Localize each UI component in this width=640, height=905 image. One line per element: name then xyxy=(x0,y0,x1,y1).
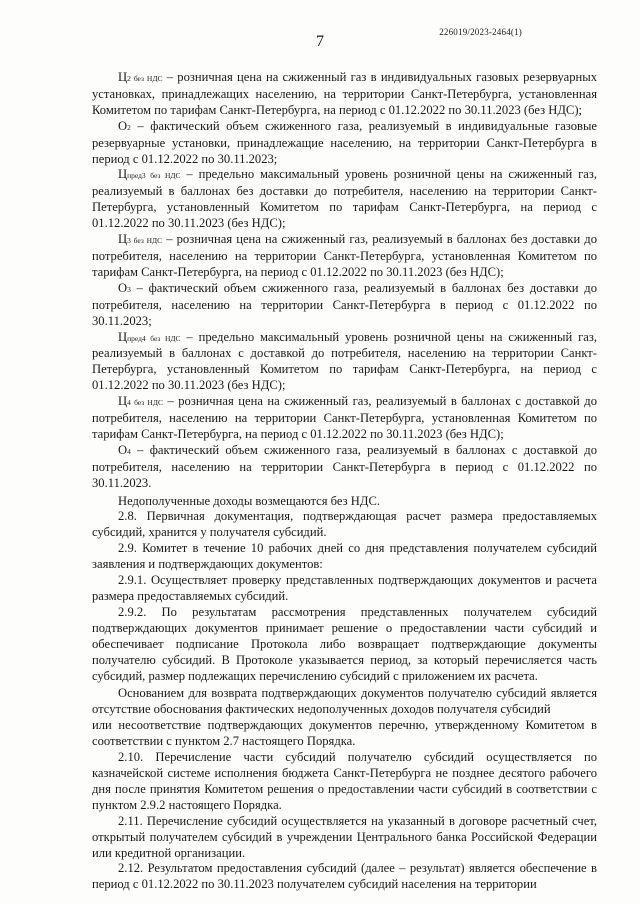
symbol-subscript: 4 xyxy=(127,446,131,456)
return-grounds: Основанием для возврата подтверждающих документов получателю субсидий является отсутствие обоснования фактических недополученных доходов получателя субсидий xyxy=(92,686,597,717)
definition-text: – розничная цена на сжиженный газ, реализуемый в баллонах без доставки до потребителя, населению на территории Санкт-Петербурга, установленная Комитетом по тарифам Санкт-Петербурга, на период с 01.12.2022 по 30.11.2023 (без НДС); xyxy=(92,232,597,279)
symbol-subscript: 3 без НДС xyxy=(127,236,163,246)
symbol: О xyxy=(118,118,128,133)
definition-paragraph xyxy=(92,281,597,330)
definition-paragraph xyxy=(92,167,597,232)
symbol: Ц xyxy=(118,394,128,409)
symbol: О xyxy=(118,442,128,457)
definition-text: – предельно максимальный уровень розничной цены на сжиженный газ, реализуемый в баллонах с доставкой до потребителя, населению на территории Санкт-Петербурга, установленный Комитетом по тарифам Санкт-Петербурга, на период с 01.12.2022 по 30.11.2023 (без НДС); xyxy=(92,329,597,393)
definition-paragraph xyxy=(92,70,597,119)
definition-paragraph xyxy=(92,232,597,281)
symbol-subscript: пред4 без НДС xyxy=(127,333,181,343)
symbol: Ц xyxy=(118,70,128,84)
return-grounds-continued: или несоответствие подтверждающих документов перечню, утвержденному Комитетом в соответствии с пунктом 2.7 настоящего Порядка. xyxy=(92,718,597,749)
clause-2-12: 2.12. Результатом предоставления субсидий (далее – результат) является обеспечение в период с 01.12.2022 по 30.11.2023 получателем субсидий населения на территории xyxy=(92,861,597,892)
clause-2-9: 2.9. Комитет в течение 10 рабочих дней со дня представления получателем субсидий заявления и подтверждающих документов: xyxy=(92,541,597,572)
definition-paragraph xyxy=(92,119,597,168)
definition-paragraph xyxy=(92,330,597,395)
definition-paragraph xyxy=(92,443,597,492)
clause-2-9-1: 2.9.1. Осуществляет проверку представленных подтверждающих документов и расчета размера предоставляемых субсидий. xyxy=(92,573,597,603)
clause-2-8: 2.8. Первичная документация, подтверждающая расчет размера предоставляемых субсидий, хранится у получателя субсидий. xyxy=(92,509,597,540)
symbol: Ц xyxy=(118,232,128,247)
definition-text: – розничная цена на сжиженный газ, реализуемый в баллонах с доставкой до потребителя, населению на территории Санкт-Петербурга, установленная Комитетом по тарифам Санкт-Петербурга, на период с 01.12.2022 по 30.11.2023 (без НДС); xyxy=(92,394,597,441)
definition-text: – фактический объем сжиженного газа, реализуемый в баллонах с доставкой до потребителя, населению на территории Санкт-Петербурга в период с 01.12.2022 по 30.11.2023. xyxy=(92,442,597,490)
definition-text: – розничная цена на сжиженный газ в индивидуальных газовых резервуарных установках, принадлежащих населению, на территории Санкт-Петербурга, установленная Комитетом по тарифам Санкт-Петербурга, на период с 01.12.2022 по 30.11.2023 (без НДС); xyxy=(92,70,598,117)
vat-note: Недополученные доходы возмещаются без НДС. xyxy=(118,493,381,508)
symbol-subscript: 2 xyxy=(127,122,131,132)
symbol: О xyxy=(118,280,128,295)
document-body xyxy=(92,70,597,893)
document-number: 226019/2023-2464(1) xyxy=(439,27,522,37)
definition-paragraph xyxy=(92,394,597,443)
symbol-subscript: 4 без НДС xyxy=(127,398,163,408)
symbol-subscript: 3 xyxy=(127,284,131,294)
clause-2-11: 2.11. Перечисление субсидий осуществляется на указанный в договоре расчетный счет, открытый получателем субсидий в учреждении Центрального банка Российской Федерации или кредитной организации. xyxy=(92,813,597,860)
symbol: Ц xyxy=(118,329,128,344)
definition-text: – предельно максимальный уровень розничной цены на сжиженный газ, реализуемый в баллонах без доставки до потребителя, населению на территории Санкт-Петербурга, установленный Комитетом по тарифам Санкт-Петербурга, на период с 01.12.2022 по 30.11.2023 (без НДС); xyxy=(92,167,597,231)
clause-2-10: 2.10. Перечисление части субсидий получателю субсидий осуществляется по казначейской системе исполнения бюджета Санкт-Петербурга не позднее десятого рабочего дня после принятия Комитетом решения о предоставлении части субсидий в соответствии с пунктом 2.9.2 настоящего Порядка. xyxy=(92,750,597,812)
definition-text: – фактический объем сжиженного газа, реализуемый в баллонах без доставки до потребителя, населению на территории Санкт-Петербурга в период с 01.12.2022 по 30.11.2023; xyxy=(92,280,597,328)
symbol-subscript: пред3 без НДС xyxy=(127,171,181,181)
page-number: 7 xyxy=(316,33,324,50)
symbol: Ц xyxy=(118,167,128,182)
definition-text: – фактический объем сжиженного газа, реализуемый в индивидуальные газовые резервуарные установки, принадлежащие населению, на территории Санкт-Петербурга в период с 01.12.2022 по 30.11.2023; xyxy=(92,118,597,166)
clause-2-9-2: 2.9.2. По результатам рассмотрения представленных получателем субсидий подтверждающих документов принимает решение о предоставлении части субсидий и обеспечивает подписание Протокола либо возвращает подтверждающие документы получателю субсидий. В Протоколе указывается период, за который перечисляется часть субсидий, размер подлежащих перечислению субсидий с приложением их расчета. xyxy=(92,604,597,683)
symbol-subscript: 2 без НДС xyxy=(127,74,163,83)
